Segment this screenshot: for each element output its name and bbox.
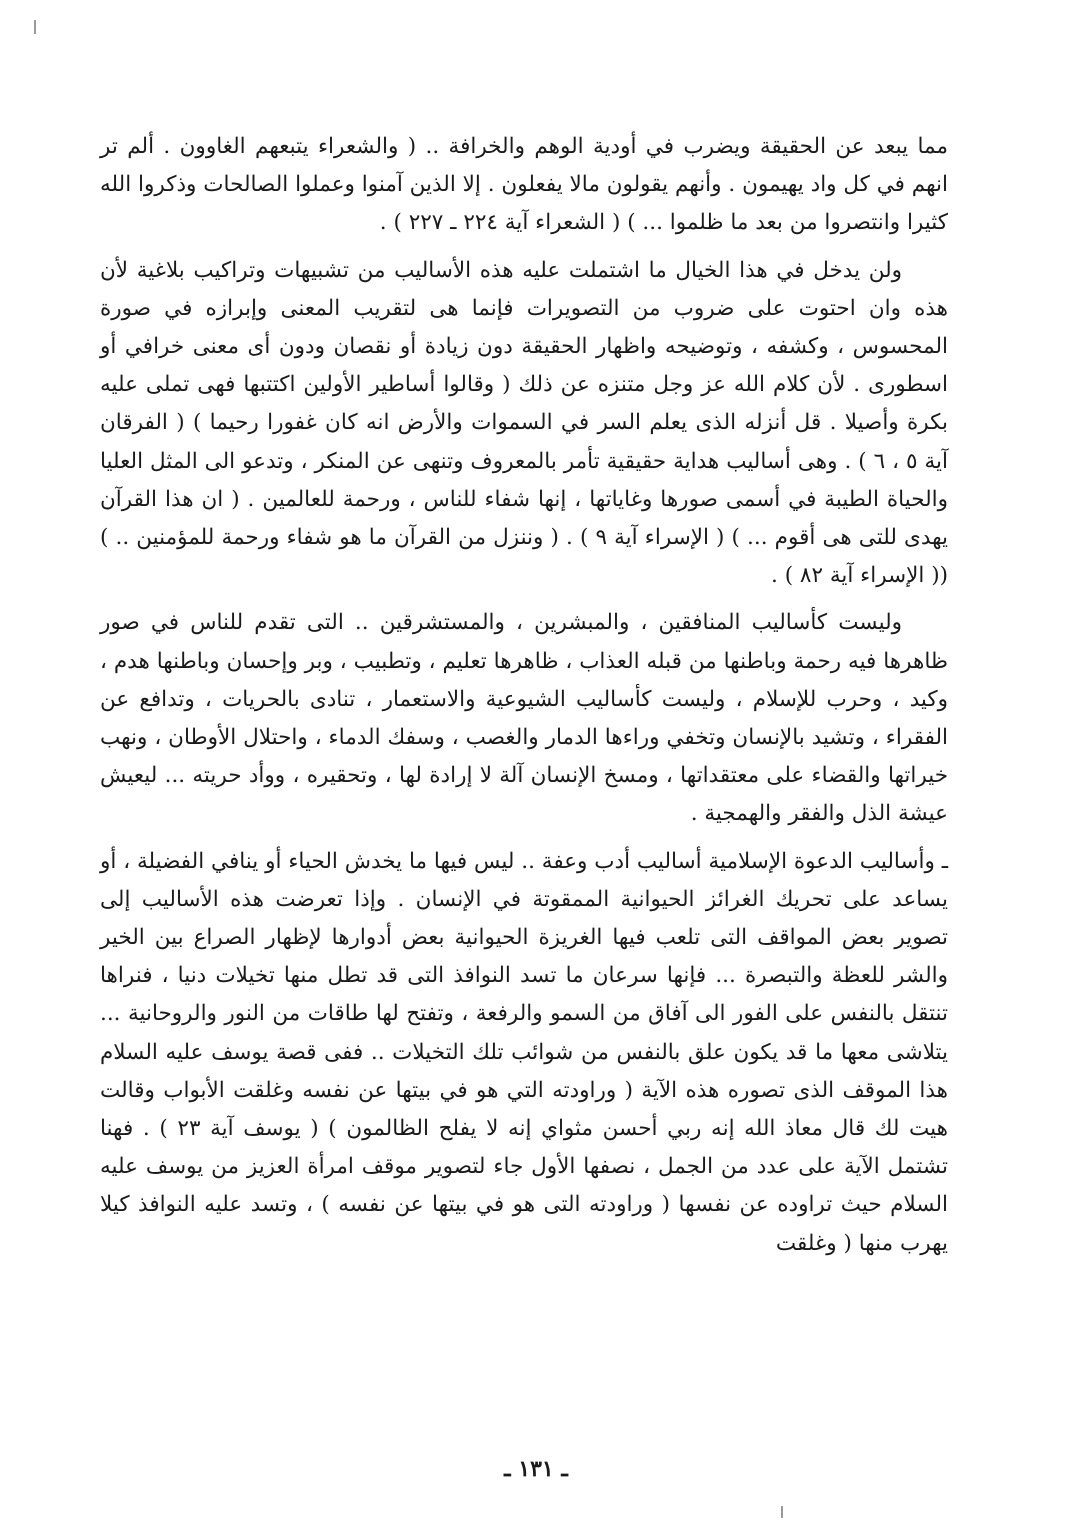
paragraph-1: مما يبعد عن الحقيقة ويضرب في أودية الوهم والخرافة .. ( والشعراء يتبعهم الغاوون . ألم تر انهم في كل واد يهيمون . وأنهم يقولون مالا يفعلون . إلا الذين آمنوا وعملوا الصالحات وذكروا الله كثيرا وانتصروا من بعد ما ظلموا ... ) ( الشعراء آية ٢٢٤ ـ ٢٢٧ ) . xyxy=(100,134,948,236)
scan-artifact-mark xyxy=(781,1506,783,1518)
page-number: ـ ١٣١ ـ xyxy=(504,1456,568,1482)
paragraph-3: وليست كأساليب المنافقين ، والمبشرين ، والمستشرقين .. التى تقدم للناس في صور ظاهرها فيه رحمة وباطنها من قبله العذاب ، ظاهرها تعليم ، وتطبيب ، وبر وإحسان وباطنها هدم ، وكيد ، وحرب للإسلام ، وليست كأساليب الشيوعية والاستعمار ، تنادى بالحريات ، وتدافع عن الفقراء ، وتشيد بالإنسان وتخفي وراءها الدمار والغصب ، وسفك الدماء ، واحتلال الأوطان ، ونهب خيراتها والقضاء على معتقداتها ، ومسخ الإنسان آلة لا إرادة لها ، وتحقيره ، ووأد حريته ... ليعيش عيشة الذل والفقر والهمجية . xyxy=(100,610,948,827)
paragraph-2: ولن يدخل في هذا الخيال ما اشتملت عليه هذه الأساليب من تشبيهات وتراكيب بلاغية لأن هذه وان احتوت على ضروب من التصويرات فإنما هى لتقريب المعنى وإبرازه في صورة المحسوس ، وكشفه ، وتوضيحه واظهار الحقيقة دون زيادة أو نقصان ودون أى معنى خرافي أو اسطورى . لأن كلام الله عز وجل متنزه عن ذلك ( وقالوا أساطير الأولين اكتتبها فهى تملى عليه بكرة وأصيلا . قل أنزله الذى يعلم السر في السموات والأرض انه كان غفورا رحيما ) ( الفرقان آية ٥ ، ٦ ) . وهى أساليب هداية حقيقية تأمر بالمعروف وتنهى عن المنكر ، وتدعو الى المثل العليا والحياة الطيبة في أسمى صورها وغاياتها ، إنها شفاء للناس ، ورحمة للعالمين . ( ان هذا القرآن يهدى للتى هى أقوم ... ) ( الإسراء آية ٩ ) . ( وننزل من القرآن ما هو شفاء ورحمة للمؤمنين .. ) (( الإسراء آية ٨٢ ) . xyxy=(100,257,948,589)
paragraph-4: ـ وأساليب الدعوة الإسلامية أساليب أدب وعفة .. ليس فيها ما يخدش الحياء أو ينافي الفضيلة ، أو يساعد على تحريك الغرائز الحيوانية الممقوتة في الإنسان . وإذا تعرضت هذه الأساليب إلى تصوير بعض المواقف التى تلعب فيها الغريزة الحيوانية بعض أدوارها لإظهار الصراع بين الخير والشر للعظة والتبصرة ... فإنها سرعان ما تسد النوافذ التى قد تطل منها تخيلات دنيا ، فنراها تنتقل بالنفس على الفور الى آفاق من السمو والرفعة ، وتفتح لها طاقات من النور والروحانية ... يتلاشى معها ما قد يكون علق بالنفس من شوائب تلك التخيلات .. ففى قصة يوسف عليه السلام هذا الموقف الذى تصوره هذه الآية ( وراودته التي هو في بيتها عن نفسه وغلقت الأبواب وقالت هيت لك قال معاذ الله إنه ربي أحسن مثواي إنه لا يفلح الظالمون ) ( يوسف آية ٢٣ ) . فهنا تشتمل الآية على عدد من الجمل ، نصفها الأول جاء لتصوير موقف امرأة العزيز من يوسف عليه السلام حيث تراوده عن نفسها ( وراودته التى هو في بيتها عن نفسه ) ، وتسد عليه النوافذ كيلا يهرب منها ( وغلقت xyxy=(100,848,948,1256)
scan-artifact-mark xyxy=(34,20,36,34)
page-body xyxy=(100,128,948,1272)
